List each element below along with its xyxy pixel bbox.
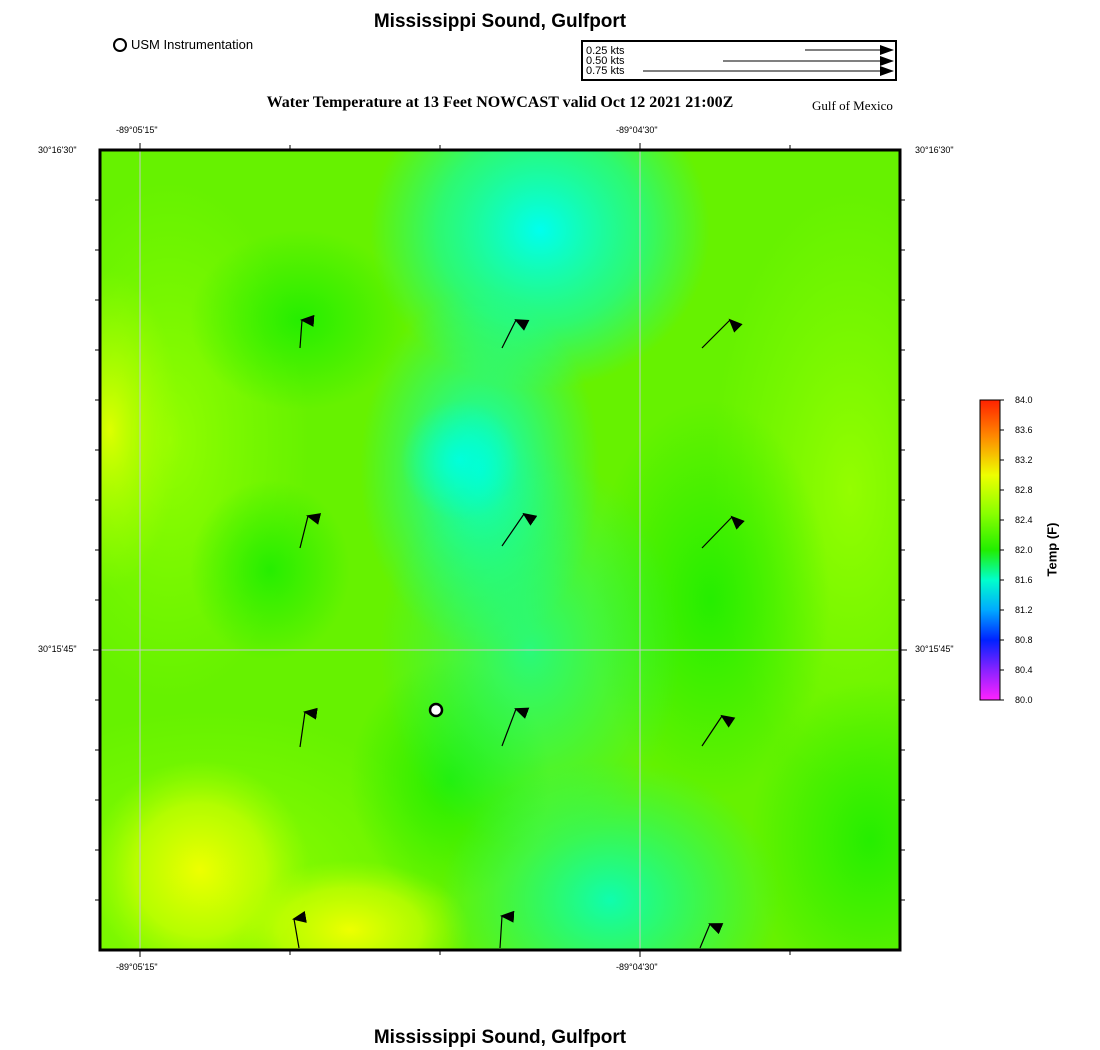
lat-label-right-2: 30°15'45"	[915, 644, 954, 654]
temperature-colorbar	[976, 396, 1006, 706]
lon-label-top-1: -89°05'15"	[116, 125, 158, 135]
colorbar-tick-label: 82.4	[1015, 515, 1033, 525]
station-legend-label: USM Instrumentation	[131, 37, 254, 52]
vector-scale-label-2: 0.50 kts	[586, 55, 625, 67]
colorbar-tick-label: 80.8	[1015, 635, 1033, 645]
colorbar-tick-label: 80.4	[1015, 665, 1033, 675]
lat-label-left-1: 30°16'30"	[38, 145, 77, 155]
map-title-bottom: Mississippi Sound, Gulfport	[373, 1027, 627, 1048]
colorbar-tick-label: 80.0	[1015, 695, 1033, 705]
vector-scale-label-1: 0.25 kts	[586, 45, 625, 57]
colorbar-tick-label: 82.8	[1015, 485, 1033, 495]
colorbar-tick-label: 83.6	[1015, 425, 1033, 435]
lon-label-top-2: -89°04'30"	[616, 125, 658, 135]
temperature-map	[90, 140, 912, 960]
station-legend	[113, 37, 253, 52]
lon-label-bottom-1: -89°05'15"	[116, 962, 158, 972]
station-marker-icon	[113, 38, 127, 52]
usm-station-marker	[430, 704, 442, 716]
lat-label-left-2: 30°15'45"	[38, 644, 77, 654]
colorbar-tick-label: 81.6	[1015, 575, 1033, 585]
vector-scale-label-3: 0.75 kts	[586, 65, 625, 77]
colorbar-tick-label: 82.0	[1015, 545, 1033, 555]
map-subtitle: Water Temperature at 13 Feet NOWCAST valid Oct 12 2021 21:00Z	[266, 94, 734, 111]
colorbar-tick-label: 81.2	[1015, 605, 1033, 615]
region-label: Gulf of Mexico	[812, 98, 893, 113]
colorbar-tick-label: 83.2	[1015, 455, 1033, 465]
lon-label-bottom-2: -89°04'30"	[616, 962, 658, 972]
vector-scale-arrows	[583, 42, 895, 79]
colorbar-title: Temp (F)	[1044, 522, 1060, 577]
colorbar-tick-label: 84.0	[1015, 395, 1033, 405]
lat-label-right-1: 30°16'30"	[915, 145, 954, 155]
vector-scale-legend	[581, 40, 897, 81]
map-title-top: Mississippi Sound, Gulfport	[373, 11, 627, 32]
